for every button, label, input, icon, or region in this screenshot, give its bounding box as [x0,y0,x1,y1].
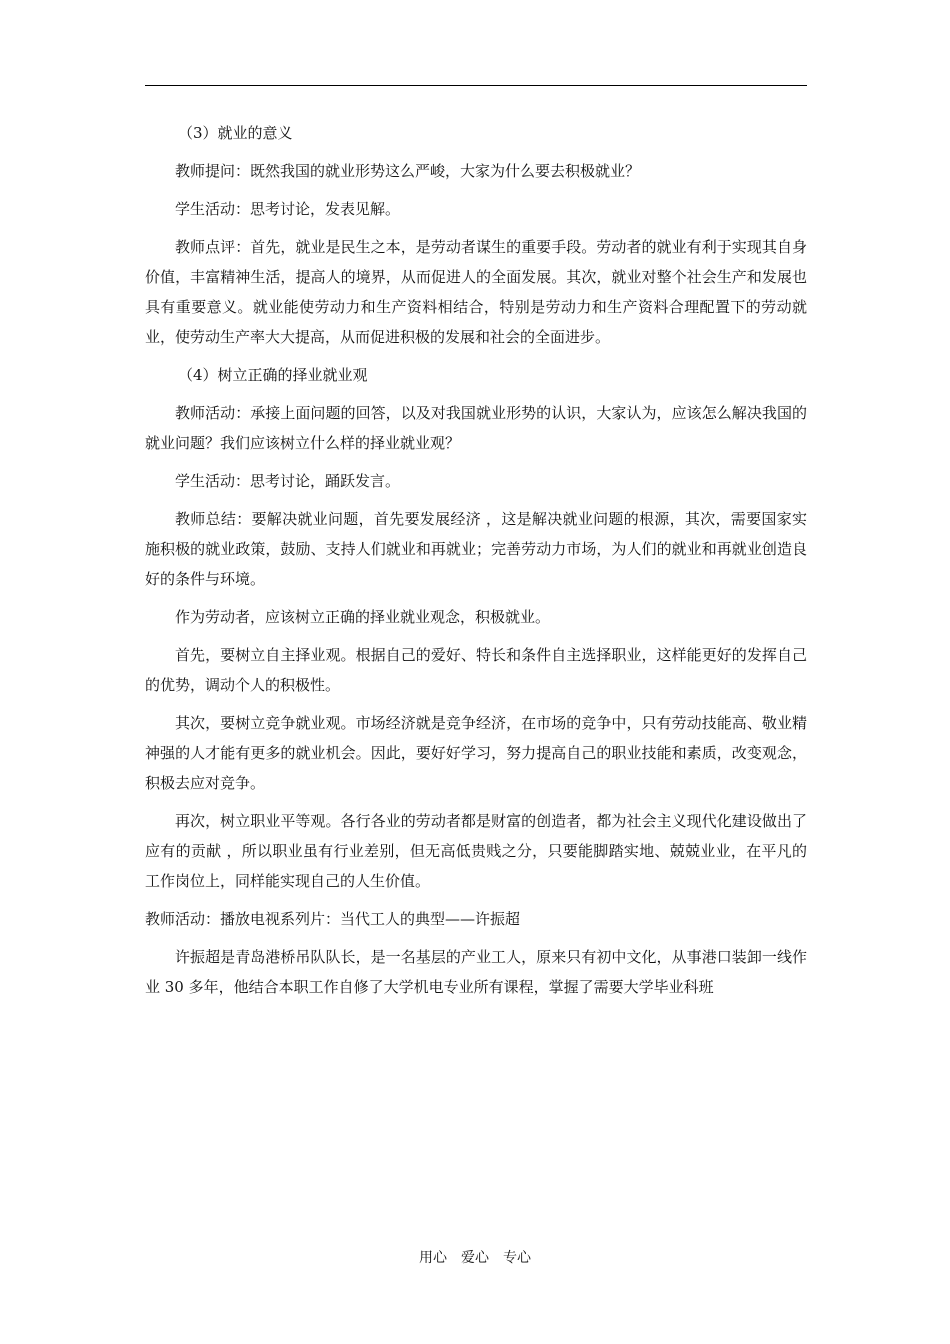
paragraph: 教师活动：承接上面问题的回答，以及对我国就业形势的认识，大家认为，应该怎么解决我国的就业问题？我们应该树立什么样的择业就业观？ [145,404,807,452]
page-footer: 用心 爱心 专心 [419,1250,531,1266]
header-rule [145,85,807,86]
paragraph: 许振超是青岛港桥吊队队长，是一名基层的产业工人，原来只有初中文化，从事港口装卸一线作业 30 多年，他结合本职工作自修了大学机电专业所有课程，掌握了需要大学毕业科班 [145,948,807,996]
paragraph: 学生活动：思考讨论，踊跃发言。 [175,472,401,490]
paragraph: 首先，要树立自主择业观。根据自己的爱好、特长和条件自主选择职业，这样能更好的发挥自己的优势，调动个人的积极性。 [145,646,807,694]
paragraph: 教师总结：要解决就业问题，首先要发展经济 ，这是解决就业问题的根源，其次，需要国家实施积极的就业政策，鼓励、支持人们就业和再就业；完善劳动力市场，为人们的就业和再就业创造良好的条件与环境。 [145,510,807,588]
section-heading-3: （3）就业的意义 [178,124,293,142]
paragraph: 再次，树立职业平等观。各行各业的劳动者都是财富的创造者，都为社会主义现代化建设做出了应有的贡献 ，所以职业虽有行业差别，但无高低贵贱之分，只要能脚踏实地、兢兢业业，在平凡的工作岗位上，同样能实现自己的人生价值。 [145,812,807,890]
paragraph: 教师提问：既然我国的就业形势这么严峻，大家为什么要去积极就业？ [175,162,641,180]
paragraph: 作为劳动者，应该树立正确的择业就业观念，积极就业。 [175,608,551,626]
paragraph-teacher-activity: 教师活动：播放电视系列片：当代工人的典型——许振超 [145,910,521,928]
paragraph: 教师点评：首先，就业是民生之本，是劳动者谋生的重要手段。劳动者的就业有利于实现其自身价值，丰富精神生活，提高人的境界，从而促进人的全面发展。其次，就业对整个社会生产和发展也具有重要意义。就业能使劳动力和生产资料相结合，特别是劳动力和生产资料合理配置下的劳动就业，使劳动生产率大大提高，从而促进积极的发展和社会的全面进步。 [145,238,807,346]
section-heading-4: （4）树立正确的择业就业观 [178,366,368,384]
paragraph: 学生活动：思考讨论，发表见解。 [175,200,401,218]
document-body [145,118,807,1010]
paragraph: 其次，要树立竞争就业观。市场经济就是竞争经济，在市场的竞争中，只有劳动技能高、敬业精神强的人才能有更多的就业机会。因此，要好好学习，努力提高自己的职业技能和素质，改变观念，积极去应对竞争。 [145,714,807,792]
